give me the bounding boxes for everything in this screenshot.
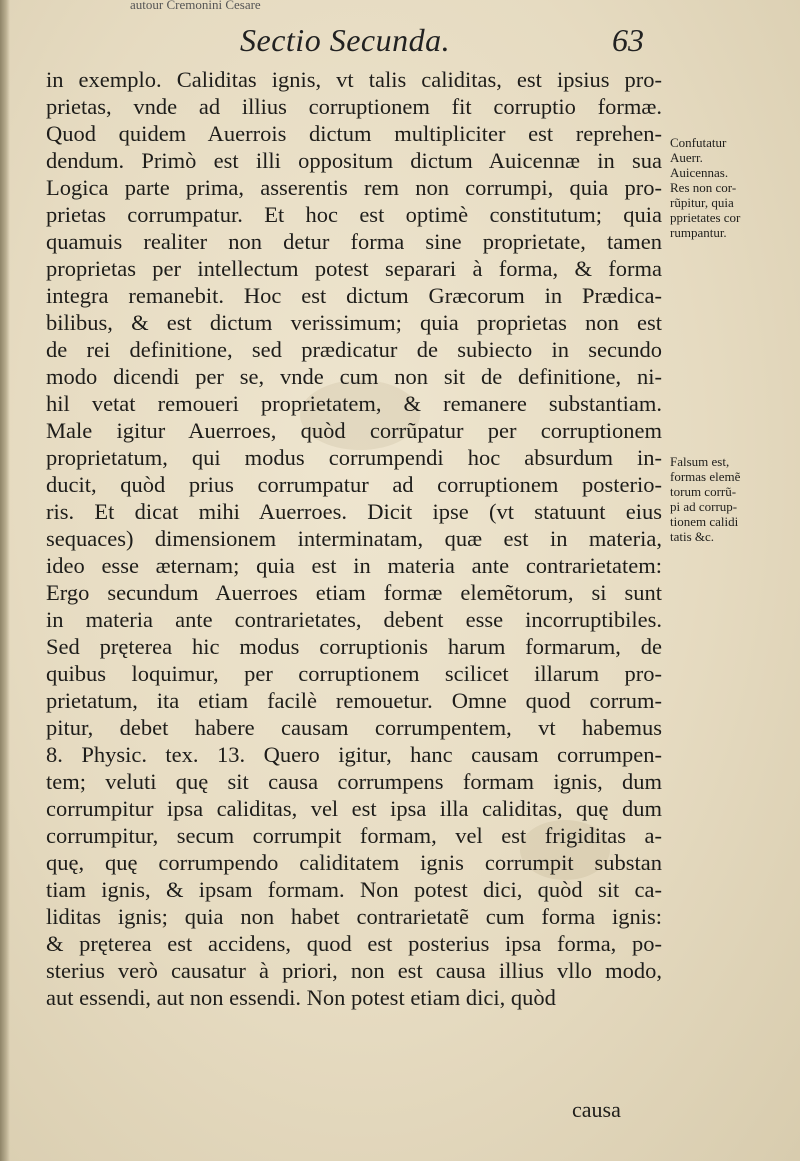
text-line: modo dicendi per se, vnde cum non sit de definitione, ni- <box>46 364 662 389</box>
text-line: 8. Physic. tex. 13. Quero igitur, hanc causam corrumpen- <box>46 742 662 767</box>
margin-note-falsum <box>670 454 792 544</box>
text-line: quibus loquimur, per corruptionem scilicet illarum pro- <box>46 661 662 686</box>
text-line: in materia ante contrarietates, debent esse incorruptibiles. <box>46 607 662 632</box>
text-line: quę, quę corrumpendo caliditatem ignis corrumpit substan <box>46 850 662 875</box>
margin-note-line: Auerr. <box>670 150 703 165</box>
text-line: sterius verò causatur à priori, non est causa illius vllo modo, <box>46 958 662 983</box>
text-line: ris. Et dicat mihi Auerroes. Dicit ipse (vt statuunt eius <box>46 499 662 524</box>
text-line: corrumpitur, secum corrumpit formam, vel est frigiditas a- <box>46 823 662 848</box>
text-line: sequaces) dimensionem interminatam, quæ est in materia, <box>46 526 662 551</box>
running-head: Sectio Secunda. <box>240 22 451 58</box>
text-line: hil vetat remoueri proprietatem, & remanere substantiam. <box>46 391 662 416</box>
margin-note-line: torum corrũ- <box>670 484 737 499</box>
text-line: proprietatum, qui modus corrumpendi hoc absurdum in- <box>46 445 662 470</box>
margin-note-line: pprietates cor <box>670 210 741 225</box>
margin-note-line: Falsum est, <box>670 454 730 469</box>
text-line: liditas ignis; quia non habet contrarietatẽ cum forma ignis: <box>46 904 662 929</box>
body-text <box>46 66 662 1011</box>
text-line: ducit, quòd prius corrumpatur ad corruptionem posterio- <box>46 472 662 497</box>
text-line: quamuis realiter non detur forma sine proprietate, tamen <box>46 229 662 254</box>
margin-note-line: Res non cor- <box>670 180 737 195</box>
text-line: integra remanebit. Hoc est dictum Græcorum in Prædica- <box>46 283 662 308</box>
text-line: aut essendi, aut non essendi. Non potest etiam dici, quòd <box>46 985 556 1010</box>
text-line: prietas, vnde ad illius corruptionem fit corruptio formæ. <box>46 94 662 119</box>
text-line: ideo esse æternam; quia est in materia ante contrarietatem: <box>46 553 662 578</box>
text-line: bilibus, & est dictum verissimum; quia proprietas non est <box>46 310 662 335</box>
text-line: pitur, debet habere causam corrumpentem, vt habemus <box>46 715 662 740</box>
text-line: tiam ignis, & ipsam formam. Non potest dici, quòd sit ca- <box>46 877 662 902</box>
catchword: causa <box>572 1097 621 1122</box>
text-line: Sed pręterea hic modus corruptionis harum formarum, de <box>46 634 662 659</box>
text-line: de rei definitione, sed prædicatur de subiecto in secundo <box>46 337 662 362</box>
text-line: Logica parte prima, asserentis rem non corrumpi, quia pro- <box>46 175 662 200</box>
margin-note-line: tionem calidi <box>670 514 739 529</box>
page-header <box>0 18 800 62</box>
text-line: proprietas per intellectum potest separari à forma, & forma <box>46 256 662 281</box>
margin-note-line: Auicennas. <box>670 165 729 180</box>
text-line: Ergo secundum Auerroes etiam formæ elemẽtorum, si sunt <box>46 580 662 605</box>
text-line: prietatum, ita etiam facilè remouetur. Omne quod corrum- <box>46 688 662 713</box>
text-line: tem; veluti quę sit causa corrumpens formam ignis, dum <box>46 769 662 794</box>
margin-note-line: pi ad corrup- <box>670 499 738 514</box>
text-line: in exemplo. Caliditas ignis, vt talis caliditas, est ipsius pro- <box>46 67 662 92</box>
margin-note-confutatur <box>670 135 792 240</box>
text-line: & pręterea est accidens, quod est posterius ipsa forma, po- <box>46 931 662 956</box>
page-gutter-shadow <box>0 0 10 1161</box>
cropped-annotation: autour Cremonini Cesare <box>130 0 261 10</box>
margin-note-line: rũpitur, quia <box>670 195 734 210</box>
margin-note-line: Confutatur <box>670 135 727 150</box>
text-line: dendum. Primò est illi oppositum dictum Auicennæ in sua <box>46 148 662 173</box>
text-line: corrumpitur ipsa caliditas, vel est ipsa illa caliditas, quę dum <box>46 796 662 821</box>
page-number: 63 <box>612 22 644 58</box>
text-line: Quod quidem Auerrois dictum multipliciter est reprehen- <box>46 121 662 146</box>
margin-note-line: rumpantur. <box>670 225 727 240</box>
margin-note-line: formas elemẽ <box>670 469 741 484</box>
text-line: prietas corrumpatur. Et hoc est optimè constitutum; quia <box>46 202 662 227</box>
margin-note-line: tatis &c. <box>670 529 715 544</box>
text-line: Male igitur Auerroes, quòd corrũpatur per corruptionem <box>46 418 662 443</box>
